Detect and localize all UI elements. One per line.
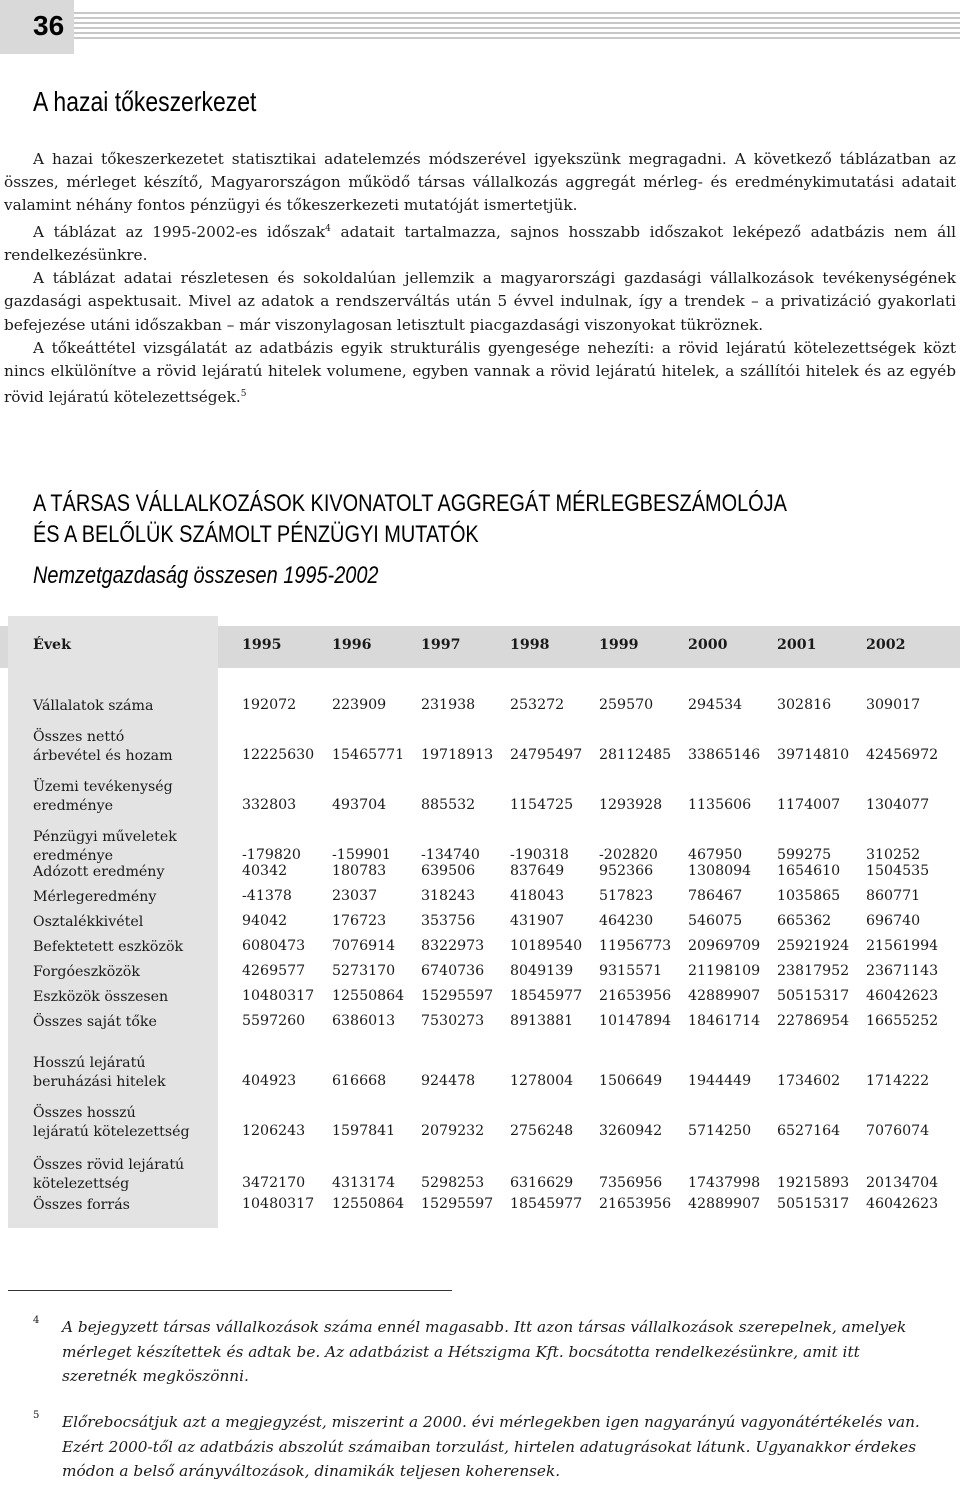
- table-cell: 404923: [242, 1073, 297, 1089]
- table-cell: 33865146: [688, 747, 761, 763]
- row-label: Mérlegeredmény: [33, 889, 157, 905]
- table-cell: -134740: [421, 847, 480, 863]
- footnote-text: Előrebocsátjuk azt a megjegyzést, miszerint a 2000. évi mérlegekben igen nagyarányú vagyonátértékelés van. Ezért 2000-től az adatbázis abszolút számaiban torzulást, hirtelen adatugrásokat látunk. Ugyanakkor érdekes módon a belső arányváltozások, dinamikák teljesen koherensek.: [62, 1413, 920, 1480]
- intro-paragraph-2: [4, 218, 956, 268]
- table-cell: 9315571: [599, 963, 663, 979]
- table-cell: 1597841: [332, 1123, 396, 1139]
- header-hatch-decoration: [74, 12, 960, 40]
- row-label: lejáratú kötelezettség: [33, 1124, 190, 1140]
- table-cell: 318243: [421, 888, 476, 904]
- table-cell: -41378: [242, 888, 292, 904]
- table-cell: 310252: [866, 847, 921, 863]
- year-header: 1999: [599, 637, 639, 653]
- row-label: Osztalékkivétel: [33, 914, 144, 930]
- table-cell: 50515317: [777, 1196, 850, 1212]
- table-cell: 294534: [688, 697, 743, 713]
- year-header: 2002: [866, 637, 906, 653]
- row-label: Üzemi tevékenység: [33, 779, 173, 795]
- table-cell: 12550864: [332, 1196, 405, 1212]
- table-cell: 467950: [688, 847, 743, 863]
- table-cell: 259570: [599, 697, 654, 713]
- table-cell: 2756248: [510, 1123, 574, 1139]
- table-cell: 665362: [777, 913, 832, 929]
- table-cell: 418043: [510, 888, 565, 904]
- table-cell: 639506: [421, 863, 476, 879]
- table-cell: 11956773: [599, 938, 672, 954]
- row-label: Összes hosszú: [33, 1105, 136, 1121]
- row-label: Összes forrás: [33, 1197, 130, 1213]
- table-subtitle: Nemzetgazdaság összesen 1995-2002: [33, 562, 379, 589]
- intro-paragraph-2-start: A táblázat az 1995-2002-es időszak: [33, 222, 326, 241]
- footnote-ref-5[interactable]: 5: [240, 389, 247, 400]
- footnote-ref-4[interactable]: 4: [325, 223, 331, 234]
- table-cell: 28112485: [599, 747, 672, 763]
- table-cell: 860771: [866, 888, 921, 904]
- table-header-label: Évek: [33, 637, 71, 653]
- table-cell: 5273170: [332, 963, 396, 979]
- table-cell: 192072: [242, 697, 297, 713]
- table-cell: 46042623: [866, 988, 939, 1004]
- table-cell: 7530273: [421, 1013, 485, 1029]
- table-cell: 223909: [332, 697, 387, 713]
- table-cell: 6740736: [421, 963, 485, 979]
- table-cell: 15295597: [421, 1196, 494, 1212]
- row-label: beruházási hitelek: [33, 1074, 166, 1090]
- table-cell: 7076074: [866, 1123, 930, 1139]
- section-title: A hazai tőkeszerkezet: [33, 86, 257, 117]
- table-cell: 1714222: [866, 1073, 930, 1089]
- table-cell: 1506649: [599, 1073, 663, 1089]
- table-cell: 5298253: [421, 1175, 485, 1191]
- table-cell: 24795497: [510, 747, 583, 763]
- table-cell: 176723: [332, 913, 387, 929]
- table-cell: 18545977: [510, 1196, 583, 1212]
- footnote-mark: 4: [33, 1315, 40, 1326]
- table-cell: 4269577: [242, 963, 306, 979]
- table-cell: 19718913: [421, 747, 494, 763]
- table-cell: 4313174: [332, 1175, 396, 1191]
- table-cell: 3472170: [242, 1175, 306, 1191]
- table-cell: 517823: [599, 888, 654, 904]
- table-cell: 10480317: [242, 1196, 315, 1212]
- table-cell: 25921924: [777, 938, 850, 954]
- table-cell: 1734602: [777, 1073, 841, 1089]
- table-cell: 21561994: [866, 938, 939, 954]
- table-cell: 1154725: [510, 797, 574, 813]
- table-cell: 924478: [421, 1073, 476, 1089]
- table-cell: 1206243: [242, 1123, 306, 1139]
- row-label: eredménye: [33, 848, 114, 864]
- row-label: Eszközök összesen: [33, 989, 169, 1005]
- intro-paragraph-2-end: adatait tartalmazza, sajnos hosszabb időszakot leképező adatbázis nem áll rendelkezésünkre.: [4, 222, 956, 264]
- table-cell: 12225630: [242, 747, 315, 763]
- table-cell: 23037: [332, 888, 378, 904]
- table-cell: 10147894: [599, 1013, 672, 1029]
- table-cell: 6527164: [777, 1123, 841, 1139]
- row-label: Összes saját tőke: [33, 1014, 157, 1030]
- table-cell: -179820: [242, 847, 301, 863]
- table-cell: 302816: [777, 697, 832, 713]
- table-cell: 1944449: [688, 1073, 752, 1089]
- table-cell: 5714250: [688, 1123, 752, 1139]
- table-cell: 253272: [510, 697, 565, 713]
- intro-text: [4, 148, 956, 409]
- table-cell: 464230: [599, 913, 654, 929]
- intro-paragraph-4: [4, 337, 956, 410]
- table-cell: 786467: [688, 888, 743, 904]
- table-cell: 16655252: [866, 1013, 939, 1029]
- row-label: Hosszú lejáratú: [33, 1055, 146, 1071]
- table-cell: 18545977: [510, 988, 583, 1004]
- table-title: [33, 488, 787, 550]
- footnote-mark: 5: [33, 1410, 40, 1421]
- table-cell: 22786954: [777, 1013, 850, 1029]
- table-cell: 20134704: [866, 1175, 939, 1191]
- table-cell: -159901: [332, 847, 391, 863]
- table-cell: 332803: [242, 797, 297, 813]
- table-cell: 15295597: [421, 988, 494, 1004]
- year-header: 1995: [242, 637, 282, 653]
- table-cell: 20969709: [688, 938, 761, 954]
- table-cell: 21653956: [599, 988, 672, 1004]
- intro-paragraph-4-text: A tőkeáttétel vizsgálatát az adatbázis egyik strukturális gyengesége nehezíti: a rövid lejáratú kötelezettségek közt nincs elkülönítve a rövid lejáratú hitelek volumene, egyben vannak a rövid lejáratú hitelek, a szállítói hitelek és az egyéb rövid lejáratú kötelezettségek.: [4, 338, 956, 407]
- table-cell: 18461714: [688, 1013, 761, 1029]
- table-cell: 1308094: [688, 863, 752, 879]
- footnote-text: A bejegyzett társas vállalkozások száma ennél magasabb. Itt azon társas vállalkozások szerepelnek, amelyek mérleget készítettek és adtak be. Az adatbázist a Hétszigma Kft. bocsátotta rendelkezésünkre, amit itt szeretnék megköszönni.: [62, 1318, 907, 1385]
- table-cell: 42889907: [688, 988, 761, 1004]
- table-cell: 5597260: [242, 1013, 306, 1029]
- table-cell: 616668: [332, 1073, 387, 1089]
- table-cell: 10189540: [510, 938, 583, 954]
- table-cell: 23671143: [866, 963, 939, 979]
- table-cell: 17437998: [688, 1175, 761, 1191]
- table-cell: 696740: [866, 913, 921, 929]
- footnote-rule: [8, 1290, 452, 1291]
- table-cell: 15465771: [332, 747, 405, 763]
- row-label: Összes rövid lejáratú: [33, 1157, 185, 1173]
- row-label: Befektetett eszközök: [33, 939, 184, 955]
- table-cell: 885532: [421, 797, 476, 813]
- table-cell: 42456972: [866, 747, 939, 763]
- row-label: árbevétel és hozam: [33, 748, 173, 764]
- intro-paragraph-1: A hazai tőkeszerkezetet statisztikai adatelemzés módszerével igyekszünk megragadni. A következő táblázatban az összes, mérleget készítő, Magyarországon működő társas vállalkozás aggregát mérleg- és eredménykimutatási adatait valamint néhány fontos pénzügyi és tőkeszerkezeti mutatóját ismertetjük.: [4, 150, 956, 215]
- table-cell: 7076914: [332, 938, 396, 954]
- year-header: 1997: [421, 637, 461, 653]
- table-cell: 21198109: [688, 963, 761, 979]
- table-cell: 546075: [688, 913, 743, 929]
- table-cell: 50515317: [777, 988, 850, 1004]
- year-header: 1998: [510, 637, 550, 653]
- table-cell: 952366: [599, 863, 654, 879]
- page-number: 36: [33, 10, 65, 41]
- table-cell: 1654610: [777, 863, 841, 879]
- table-cell: 231938: [421, 697, 476, 713]
- page-header: [0, 0, 960, 54]
- row-label: Összes nettó: [33, 729, 125, 745]
- table-title-line-1: A TÁRSAS VÁLLALKOZÁSOK KIVONATOLT AGGREGÁT MÉRLEGBESZÁMOLÓJA: [33, 490, 787, 517]
- row-label: Vállalatok száma: [33, 698, 154, 714]
- table-cell: 46042623: [866, 1196, 939, 1212]
- table-cell: 6316629: [510, 1175, 574, 1191]
- year-header: 2001: [777, 637, 817, 653]
- table-cell: 2079232: [421, 1123, 485, 1139]
- year-header: 1996: [332, 637, 372, 653]
- table-cell: 7356956: [599, 1175, 663, 1191]
- table-cell: 1035865: [777, 888, 841, 904]
- table-cell: 180783: [332, 863, 387, 879]
- row-label: Adózott eredmény: [33, 864, 165, 880]
- table-cell: 23817952: [777, 963, 850, 979]
- table-cell: 6080473: [242, 938, 306, 954]
- table-cell: 493704: [332, 797, 387, 813]
- table-cell: 12550864: [332, 988, 405, 1004]
- table-cell: 353756: [421, 913, 476, 929]
- table-cell: 40342: [242, 863, 288, 879]
- table-cell: 94042: [242, 913, 288, 929]
- row-label: Forgóeszközök: [33, 964, 140, 980]
- table-cell: 837649: [510, 863, 565, 879]
- table-cell: 1504535: [866, 863, 930, 879]
- intro-paragraph-3: A táblázat adatai részletesen és sokoldalúan jellemzik a magyarországi gazdasági vállalkozások tevékenységének gazdasági aspektusait. Mivel az adatok a rendszerváltás után 5 évvel indulnak, így a trendek – a privatizáció gyakorlati befejezése utáni időszakban – már viszonylagosan letisztult piacgazdasági viszonyokat tükröznek.: [4, 269, 956, 334]
- table-cell: 1304077: [866, 797, 930, 813]
- table-cell: 39714810: [777, 747, 850, 763]
- year-header: 2000: [688, 637, 728, 653]
- table-cell: 8049139: [510, 963, 574, 979]
- table-cell: 6386013: [332, 1013, 396, 1029]
- table-cell: 1278004: [510, 1073, 574, 1089]
- table-cell: 10480317: [242, 988, 315, 1004]
- table-cell: 599275: [777, 847, 832, 863]
- table-cell: -190318: [510, 847, 569, 863]
- table-cell: 21653956: [599, 1196, 672, 1212]
- table-cell: 309017: [866, 697, 921, 713]
- table-cell: 1293928: [599, 797, 663, 813]
- table-cell: 8322973: [421, 938, 485, 954]
- table-cell: 431907: [510, 913, 565, 929]
- table-cell: 1135606: [688, 797, 752, 813]
- row-label: kötelezettség: [33, 1176, 130, 1192]
- table-title-line-2: ÉS A BELŐLÜK SZÁMOLT PÉNZÜGYI MUTATÓK: [33, 521, 479, 548]
- row-label: eredménye: [33, 798, 114, 814]
- table-cell: 19215893: [777, 1175, 850, 1191]
- table-cell: 3260942: [599, 1123, 663, 1139]
- table-cell: -202820: [599, 847, 658, 863]
- table-cell: 42889907: [688, 1196, 761, 1212]
- table-cell: 1174007: [777, 797, 841, 813]
- page-number-box: [0, 0, 74, 54]
- table-cell: 8913881: [510, 1013, 574, 1029]
- row-label: Pénzügyi műveletek: [33, 829, 177, 845]
